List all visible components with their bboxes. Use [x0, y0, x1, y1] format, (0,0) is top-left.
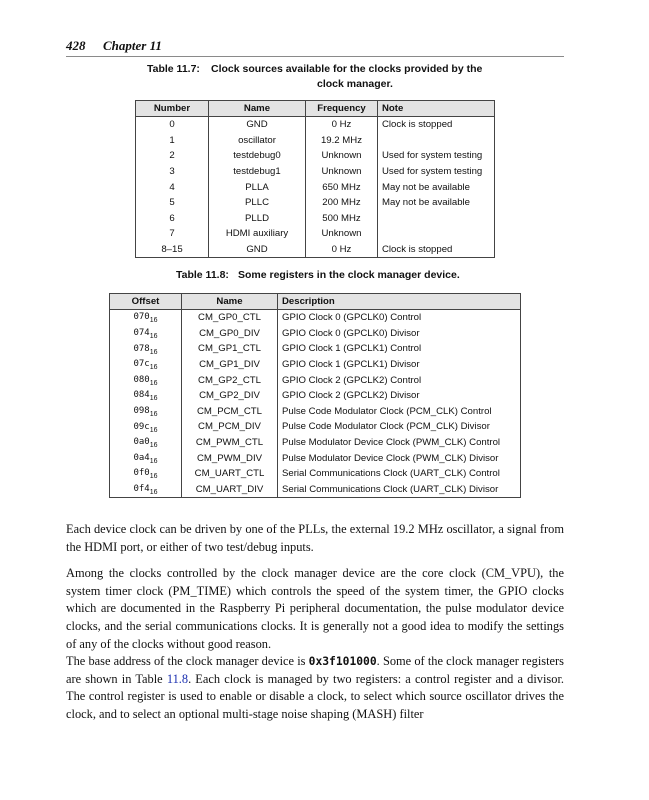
register-name-cell: CM_GP1_DIV	[182, 357, 278, 373]
table-cell: Unknown	[306, 148, 378, 164]
offset-cell	[110, 326, 182, 342]
offset-value: 0f4	[133, 483, 150, 494]
register-name-cell: CM_PCM_CTL	[182, 404, 278, 420]
caption-label: Table 11.7:	[147, 63, 200, 75]
table-row	[136, 164, 495, 180]
offset-base: 16	[149, 457, 158, 465]
description-cell: GPIO Clock 1 (GPCLK1) Control	[278, 341, 521, 357]
table-row	[110, 482, 521, 498]
table-row	[136, 179, 495, 195]
offset-base: 16	[149, 317, 158, 325]
offset-cell	[110, 450, 182, 466]
offset-base: 16	[149, 348, 158, 356]
table-cell: May not be available	[378, 179, 495, 195]
table-cell: HDMI auxiliary	[209, 226, 306, 242]
offset-base: 16	[149, 426, 158, 434]
table-row	[110, 404, 521, 420]
table-cell	[378, 133, 495, 149]
offset-base: 16	[149, 332, 158, 340]
table-row	[110, 372, 521, 388]
offset-cell	[110, 341, 182, 357]
table-header-row	[136, 101, 495, 117]
offset-value: 084	[133, 390, 150, 401]
offset-base: 16	[149, 363, 158, 371]
table-cell: PLLA	[209, 179, 306, 195]
offset-value: 080	[133, 374, 150, 385]
offset-base: 16	[149, 441, 158, 449]
table-cell: 19.2 MHz	[306, 133, 378, 149]
table-row	[136, 226, 495, 242]
table-cell: 1	[136, 133, 209, 149]
column-header: Name	[182, 294, 278, 310]
table-cell: Unknown	[306, 164, 378, 180]
table-cell: Used for system testing	[378, 148, 495, 164]
register-name-cell: CM_PWM_CTL	[182, 435, 278, 451]
offset-cell	[110, 482, 182, 498]
table-cell: 650 MHz	[306, 179, 378, 195]
table-cell: Unknown	[306, 226, 378, 242]
offset-base: 16	[149, 488, 158, 496]
body-paragraph-1: Each device clock can be driven by one of the PLLs, the external 19.2 MHz oscillator, a signal from the HDMI port, or either of two test/debug inputs.	[66, 522, 564, 554]
offset-value: 098	[133, 405, 150, 416]
table-cell	[378, 211, 495, 227]
offset-cell	[110, 435, 182, 451]
table-row	[136, 195, 495, 211]
offset-base: 16	[149, 410, 158, 418]
table-header-row	[110, 294, 521, 310]
base-address-code: 0x3f101000	[308, 655, 377, 668]
offset-cell	[110, 357, 182, 373]
table-caption-11-7	[147, 62, 507, 92]
caption-text-line1: Clock sources available for the clocks provided by the	[211, 63, 483, 75]
table-row	[136, 148, 495, 164]
table-cell: 8–15	[136, 242, 209, 258]
caption-text-line2: clock manager.	[317, 78, 393, 90]
table-row	[110, 466, 521, 482]
offset-cell	[110, 466, 182, 482]
register-name-cell: CM_PCM_DIV	[182, 419, 278, 435]
description-cell: Pulse Modulator Device Clock (PWM_CLK) Control	[278, 435, 521, 451]
table-cell: 0 Hz	[306, 242, 378, 258]
clock-manager-registers-table	[109, 293, 521, 498]
register-name-cell: CM_GP2_CTL	[182, 372, 278, 388]
table-row	[136, 242, 495, 258]
table-cell: 7	[136, 226, 209, 242]
table-cell: 5	[136, 195, 209, 211]
table-cell: 0	[136, 117, 209, 133]
register-name-cell: CM_UART_CTL	[182, 466, 278, 482]
offset-cell	[110, 388, 182, 404]
table-reference-link[interactable]: 11.8	[166, 671, 189, 686]
table-cell: testdebug1	[209, 164, 306, 180]
table-cell: GND	[209, 117, 306, 133]
clock-sources-table	[135, 100, 495, 258]
register-name-cell: CM_GP2_DIV	[182, 388, 278, 404]
offset-value: 0f0	[133, 468, 150, 479]
column-header: Offset	[110, 294, 182, 310]
column-header: Description	[278, 294, 521, 310]
caption-text: Some registers in the clock manager device.	[238, 269, 460, 281]
offset-value: 0a0	[133, 437, 150, 448]
table-cell: 500 MHz	[306, 211, 378, 227]
table-cell: Used for system testing	[378, 164, 495, 180]
table-cell: testdebug0	[209, 148, 306, 164]
table-row	[110, 357, 521, 373]
offset-value: 074	[133, 327, 150, 338]
table-row	[110, 326, 521, 342]
register-name-cell: CM_GP1_CTL	[182, 341, 278, 357]
offset-base: 16	[149, 395, 158, 403]
offset-value: 07c	[133, 359, 150, 370]
table-cell: 6	[136, 211, 209, 227]
table-row	[110, 450, 521, 466]
offset-value: 09c	[133, 421, 150, 432]
offset-value: 0a4	[133, 452, 150, 463]
table-cell: Clock is stopped	[378, 117, 495, 133]
table-row	[110, 419, 521, 435]
column-header: Frequency	[306, 101, 378, 117]
description-cell: Pulse Modulator Device Clock (PWM_CLK) Divisor	[278, 450, 521, 466]
table-row	[136, 133, 495, 149]
offset-cell	[110, 372, 182, 388]
description-cell: GPIO Clock 2 (GPCLK2) Divisor	[278, 388, 521, 404]
offset-base: 16	[149, 473, 158, 481]
paragraph-text: . Some of the clock manager registers are shown in Table	[66, 654, 565, 686]
description-cell: Serial Communications Clock (UART_CLK) Control	[278, 466, 521, 482]
register-name-cell: CM_GP0_DIV	[182, 326, 278, 342]
table-row	[110, 310, 521, 326]
offset-value: 070	[133, 312, 150, 323]
table-cell: 4	[136, 179, 209, 195]
table-caption-11-8	[176, 268, 496, 283]
register-name-cell: CM_PWM_DIV	[182, 450, 278, 466]
table-cell: PLLC	[209, 195, 306, 211]
description-cell: Serial Communications Clock (UART_CLK) Divisor	[278, 482, 521, 498]
body-paragraph-2: Among the clocks controlled by the clock manager device are the core clock (CM_VPU), the system timer clock (PM_TIME) which controls the speed of the system timer, the GPIO clocks which are documented in the Raspberry Pi peripheral documentation, the pulse modulator device clocks, and the serial communications clocks. It is generally not a good idea to modify the settings of any of the clocks without good reason.	[66, 566, 564, 651]
table-row	[110, 388, 521, 404]
table-row	[110, 435, 521, 451]
offset-cell	[110, 404, 182, 420]
body-paragraph-3	[66, 653, 564, 724]
table-row	[136, 117, 495, 133]
caption-label: Table 11.8:	[176, 269, 229, 281]
paragraph-text: The base address of the clock manager device is	[66, 654, 309, 668]
column-header: Number	[136, 101, 209, 117]
header-rule	[66, 56, 564, 57]
table-cell: 3	[136, 164, 209, 180]
table-cell: PLLD	[209, 211, 306, 227]
description-cell: GPIO Clock 2 (GPCLK2) Control	[278, 372, 521, 388]
offset-value: 078	[133, 343, 150, 354]
paragraph-text: . Each clock is managed by two registers: a control register and a divisor. The control register is used to enable or disable a clock, to select which source oscillator drives the clock, and to select an optional multi-stage noise shaping (MASH) filter	[66, 671, 564, 722]
table-cell: May not be available	[378, 195, 495, 211]
table-row	[136, 211, 495, 227]
table-cell: 200 MHz	[306, 195, 378, 211]
offset-base: 16	[149, 379, 158, 387]
table-cell: GND	[209, 242, 306, 258]
table-cell: 0 Hz	[306, 117, 378, 133]
offset-cell	[110, 419, 182, 435]
table-row	[110, 341, 521, 357]
column-header: Name	[209, 101, 306, 117]
table-cell: Clock is stopped	[378, 242, 495, 258]
running-header	[66, 38, 564, 56]
table-cell	[378, 226, 495, 242]
description-cell: Pulse Code Modulator Clock (PCM_CLK) Control	[278, 404, 521, 420]
description-cell: GPIO Clock 0 (GPCLK0) Control	[278, 310, 521, 326]
description-cell: GPIO Clock 0 (GPCLK0) Divisor	[278, 326, 521, 342]
offset-cell	[110, 310, 182, 326]
column-header: Note	[378, 101, 495, 117]
chapter-title: Chapter 11	[103, 38, 162, 53]
register-name-cell: CM_UART_DIV	[182, 482, 278, 498]
register-name-cell: CM_GP0_CTL	[182, 310, 278, 326]
description-cell: GPIO Clock 1 (GPCLK1) Divisor	[278, 357, 521, 373]
page-number: 428	[66, 38, 86, 53]
table-cell: oscillator	[209, 133, 306, 149]
table-cell: 2	[136, 148, 209, 164]
description-cell: Pulse Code Modulator Clock (PCM_CLK) Divisor	[278, 419, 521, 435]
